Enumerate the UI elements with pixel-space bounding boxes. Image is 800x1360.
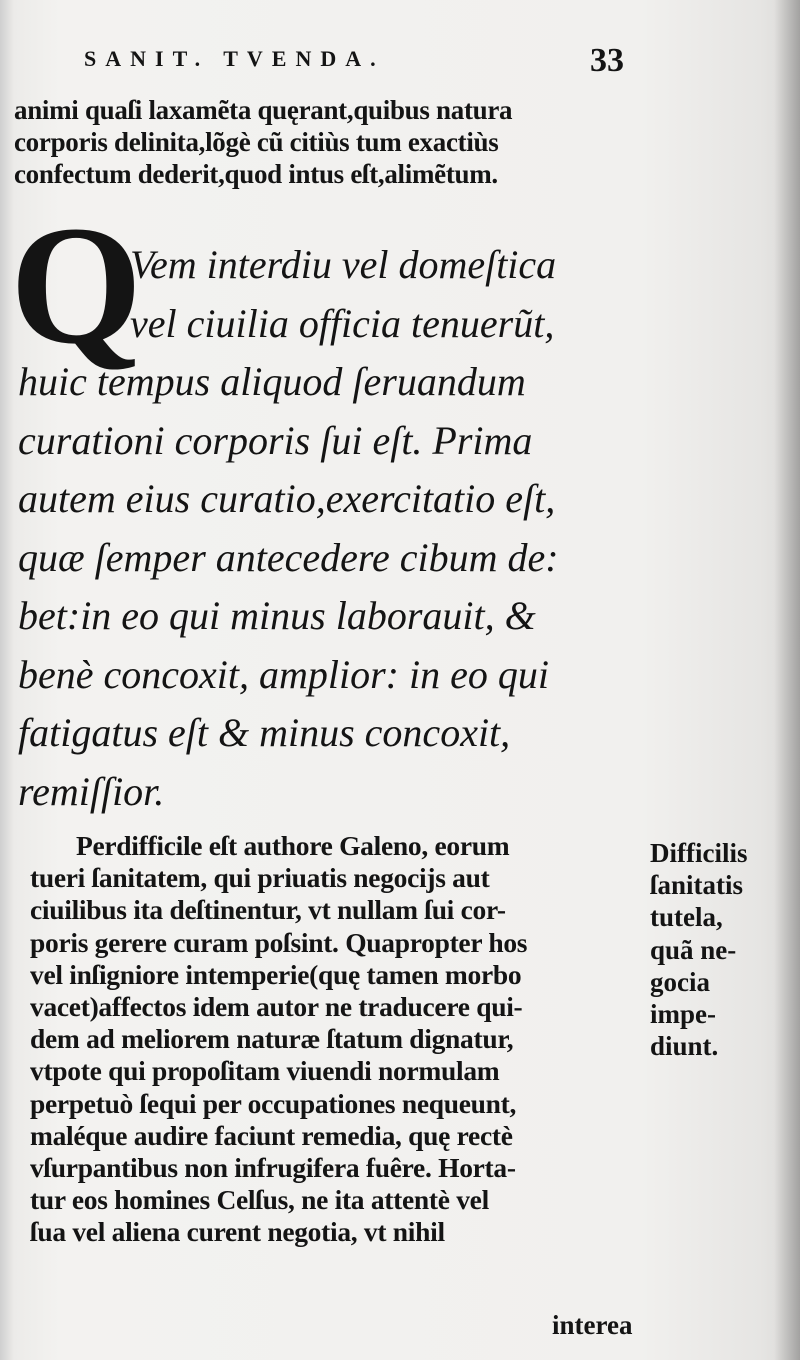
body-line: dem ad meliorem naturæ ſtatum dignatur,	[30, 1023, 514, 1055]
italic-line: quæ ſemper antecedere cibum de:	[18, 534, 559, 580]
italic-line: benè concoxit, amplior: in eo qui	[18, 651, 549, 697]
running-head	[84, 42, 624, 86]
text-line: animi quaſi laxamẽta quęrant,quibus natura	[14, 95, 513, 125]
commentary-paragraph	[30, 830, 642, 1248]
text-line: confectum dederit,quod intus eſt,alimẽtum.	[14, 159, 498, 189]
body-line: tueri ſanitatem, qui priuatis negocijs aut	[30, 862, 490, 894]
page-number: 33	[590, 42, 624, 79]
body-line: ciuilibus ita deſtinentur, vt nullam ſui cor-	[30, 894, 506, 926]
marginal-note-line: gocia	[650, 966, 710, 997]
marginal-note-line: ſanitatis	[650, 870, 744, 901]
marginal-note-line: Difficilis	[650, 838, 748, 868]
italic-line: curationi corporis ſui eſt. Prima	[18, 417, 533, 463]
body-line: perpetuò ſequi per occupationes nequeunt,	[30, 1087, 517, 1119]
body-line: vacet)affectos idem autor ne traducere qui-	[30, 990, 523, 1022]
body-line: maléque audire faciunt remedia, quę rectè	[30, 1119, 513, 1151]
running-head-title: SANIT. TVENDA.	[84, 46, 385, 71]
marginal-note-line: impe-	[650, 998, 716, 1029]
body-line: tur eos homines Celſus, ne ita attentè vel	[30, 1184, 489, 1216]
continued-paragraph	[14, 94, 614, 190]
catchword: interea	[552, 1310, 633, 1340]
text-line: corporis delinita,lõgè cũ citiùs tum exactiùs	[14, 127, 499, 157]
italic-line: huic tempus aliquod ſeruandum	[18, 359, 526, 404]
marginal-note	[650, 837, 790, 1062]
body-line: ſua vel aliena curent negotia, vt nihil	[30, 1216, 445, 1248]
body-line: vſurpantibus non infrugifera fuêre. Horta-	[30, 1151, 516, 1183]
marginal-note-line: diunt.	[650, 1031, 719, 1062]
marginal-note-line: tutela,	[650, 902, 723, 933]
italic-line: vel ciuilia officia tenuerũt,	[130, 300, 555, 346]
italic-line: bet:in eo qui minus laborauit, &	[18, 593, 536, 638]
italic-line: remiſſior.	[18, 768, 165, 814]
italic-line: autem eius curatio,exercitatio eſt,	[18, 476, 556, 521]
italic-line: Vem interdiu vel domeſtica	[130, 242, 557, 287]
body-line: vtpote qui propoſitam viuendi normulam	[30, 1055, 500, 1087]
italic-line: fatigatus eſt & minus concoxit,	[18, 710, 511, 755]
italic-paragraph	[18, 236, 638, 821]
body-line: poris gerere curam poſsint. Quapropter hos	[30, 926, 528, 958]
body-line: Perdifficile eſt authore Galeno, eorum	[76, 830, 510, 861]
body-line: vel inſigniore intemperie(quę tamen morbo	[30, 958, 522, 990]
page-gutter-shadow	[774, 0, 800, 1360]
marginal-note-line: quã ne-	[650, 934, 737, 965]
drop-capital: Q	[10, 191, 143, 379]
